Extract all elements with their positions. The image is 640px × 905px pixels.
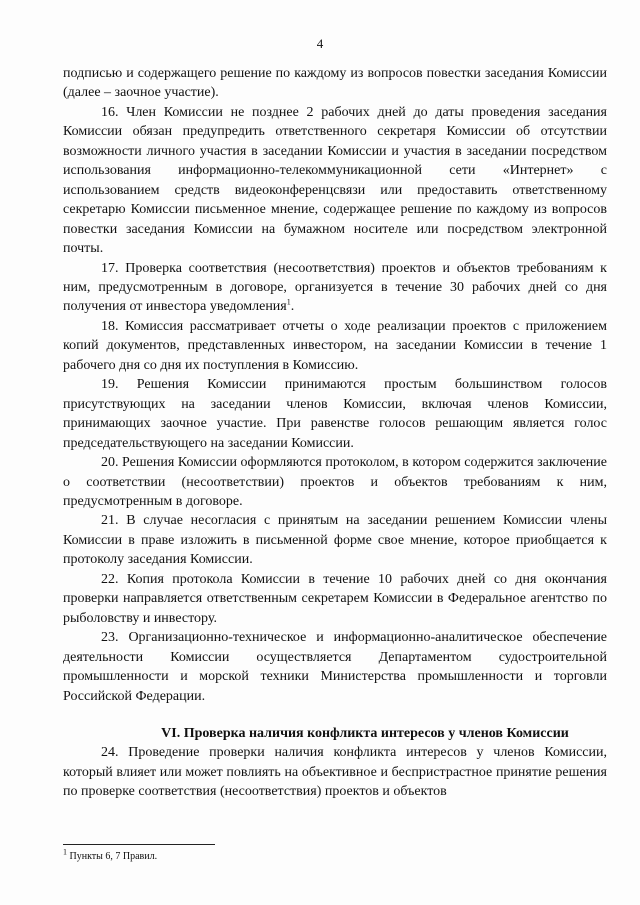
paragraph-text: 18. Комиссия рассматривает отчеты о ходе реализации проектов с приложением копий документов, представленных инвестором, на заседании Комиссии в течение 1 рабочего дня со дня их поступления в Комиссию. <box>63 318 607 373</box>
paragraph-tail: . <box>290 299 295 315</box>
page-number: 4 <box>316 36 324 51</box>
footnote <box>63 847 158 863</box>
footnote-separator <box>63 844 215 845</box>
paragraph-text: 19. Решения Комиссии принимаются простым большинством голосов присутствующих на заседании членов Комиссии, включая членов Комиссии, принимающих заочное участие. При равенстве голосов решающим является голос председательствующего на заседании Комиссии. <box>63 377 607 451</box>
paragraph <box>63 259 607 317</box>
paragraph-text: подписью и содержащего решение по каждому из вопросов повестки заседания Комиссии (далее – заочное участие). <box>63 66 607 101</box>
paragraph <box>63 375 607 453</box>
document-body <box>63 64 607 802</box>
paragraphs-after-section <box>63 743 607 801</box>
paragraph-text: 21. В случае несогласия с принятым на заседании решением Комиссии члены Комиссии в праве изложить в письменной форме свое мнение, которое приобщается к протоколу заседания Комиссии. <box>63 513 607 568</box>
paragraph <box>63 453 607 511</box>
paragraph <box>63 64 607 103</box>
footnote-reference: 1 <box>286 297 291 307</box>
paragraphs-before-section <box>63 64 607 706</box>
paragraph <box>63 103 607 259</box>
paragraph-text: 23. Организационно-техническое и информационно-аналитическое обеспечение деятельности Комиссии осуществляется Департаментом судостроительной промышленности и морской техники Министерства промышленности и торговли Российской Федерации. <box>63 630 607 704</box>
paragraph <box>63 511 607 569</box>
paragraph <box>63 743 607 801</box>
paragraph-text: 24. Проведение проверки наличия конфликта интересов у членов Комиссии, который влияет или может повлиять на объективное и беспристрастное принятие решения по проверке соответствия (несоответствия) проектов и объектов <box>63 745 607 800</box>
paragraph-text: 16. Член Комиссии не позднее 2 рабочих дней до даты проведения заседания Комиссии обязан предупредить ответственного секретаря Комиссии об отсутствии возможности личного участия в заседании Комиссии и участия в заседании посредством использования информационно-телекоммуникационной сети «Интернет» с использованием средств видеоконференцсвязи или предоставить ответственному секретарю Комиссии письменное мнение, содержащее решение по каждому из вопросов повестки заседания Комиссии на бумажном носителе или посредством электронной почты. <box>63 104 607 257</box>
paragraph-text: 17. Проверка соответствия (несоответствия) проектов и объектов требованиям к ним, предусмотренным в договоре, организуется в течение 30 рабочих дней со дня получения от инвестора уведомления <box>63 260 607 315</box>
paragraph <box>63 570 607 628</box>
paragraph <box>63 317 607 375</box>
footnote-mark: 1 <box>63 847 67 857</box>
footnote-text: Пункты 6, 7 Правил. <box>67 851 158 862</box>
section-heading: VI. Проверка наличия конфликта интересов у членов Комиссии <box>161 725 569 741</box>
paragraph-text: 20. Решения Комиссии оформляются протоколом, в котором содержится заключение о соответствии (несоответствии) проектов и объектов требованиям к ним, предусмотренным в договоре. <box>63 455 607 509</box>
paragraph-text: 22. Копия протокола Комиссии в течение 10 рабочих дней со дня окончания проверки направляется ответственным секретарем Комиссии в Федеральное агентство по рыболовству и инвестору. <box>63 571 607 626</box>
paragraph <box>63 628 607 706</box>
